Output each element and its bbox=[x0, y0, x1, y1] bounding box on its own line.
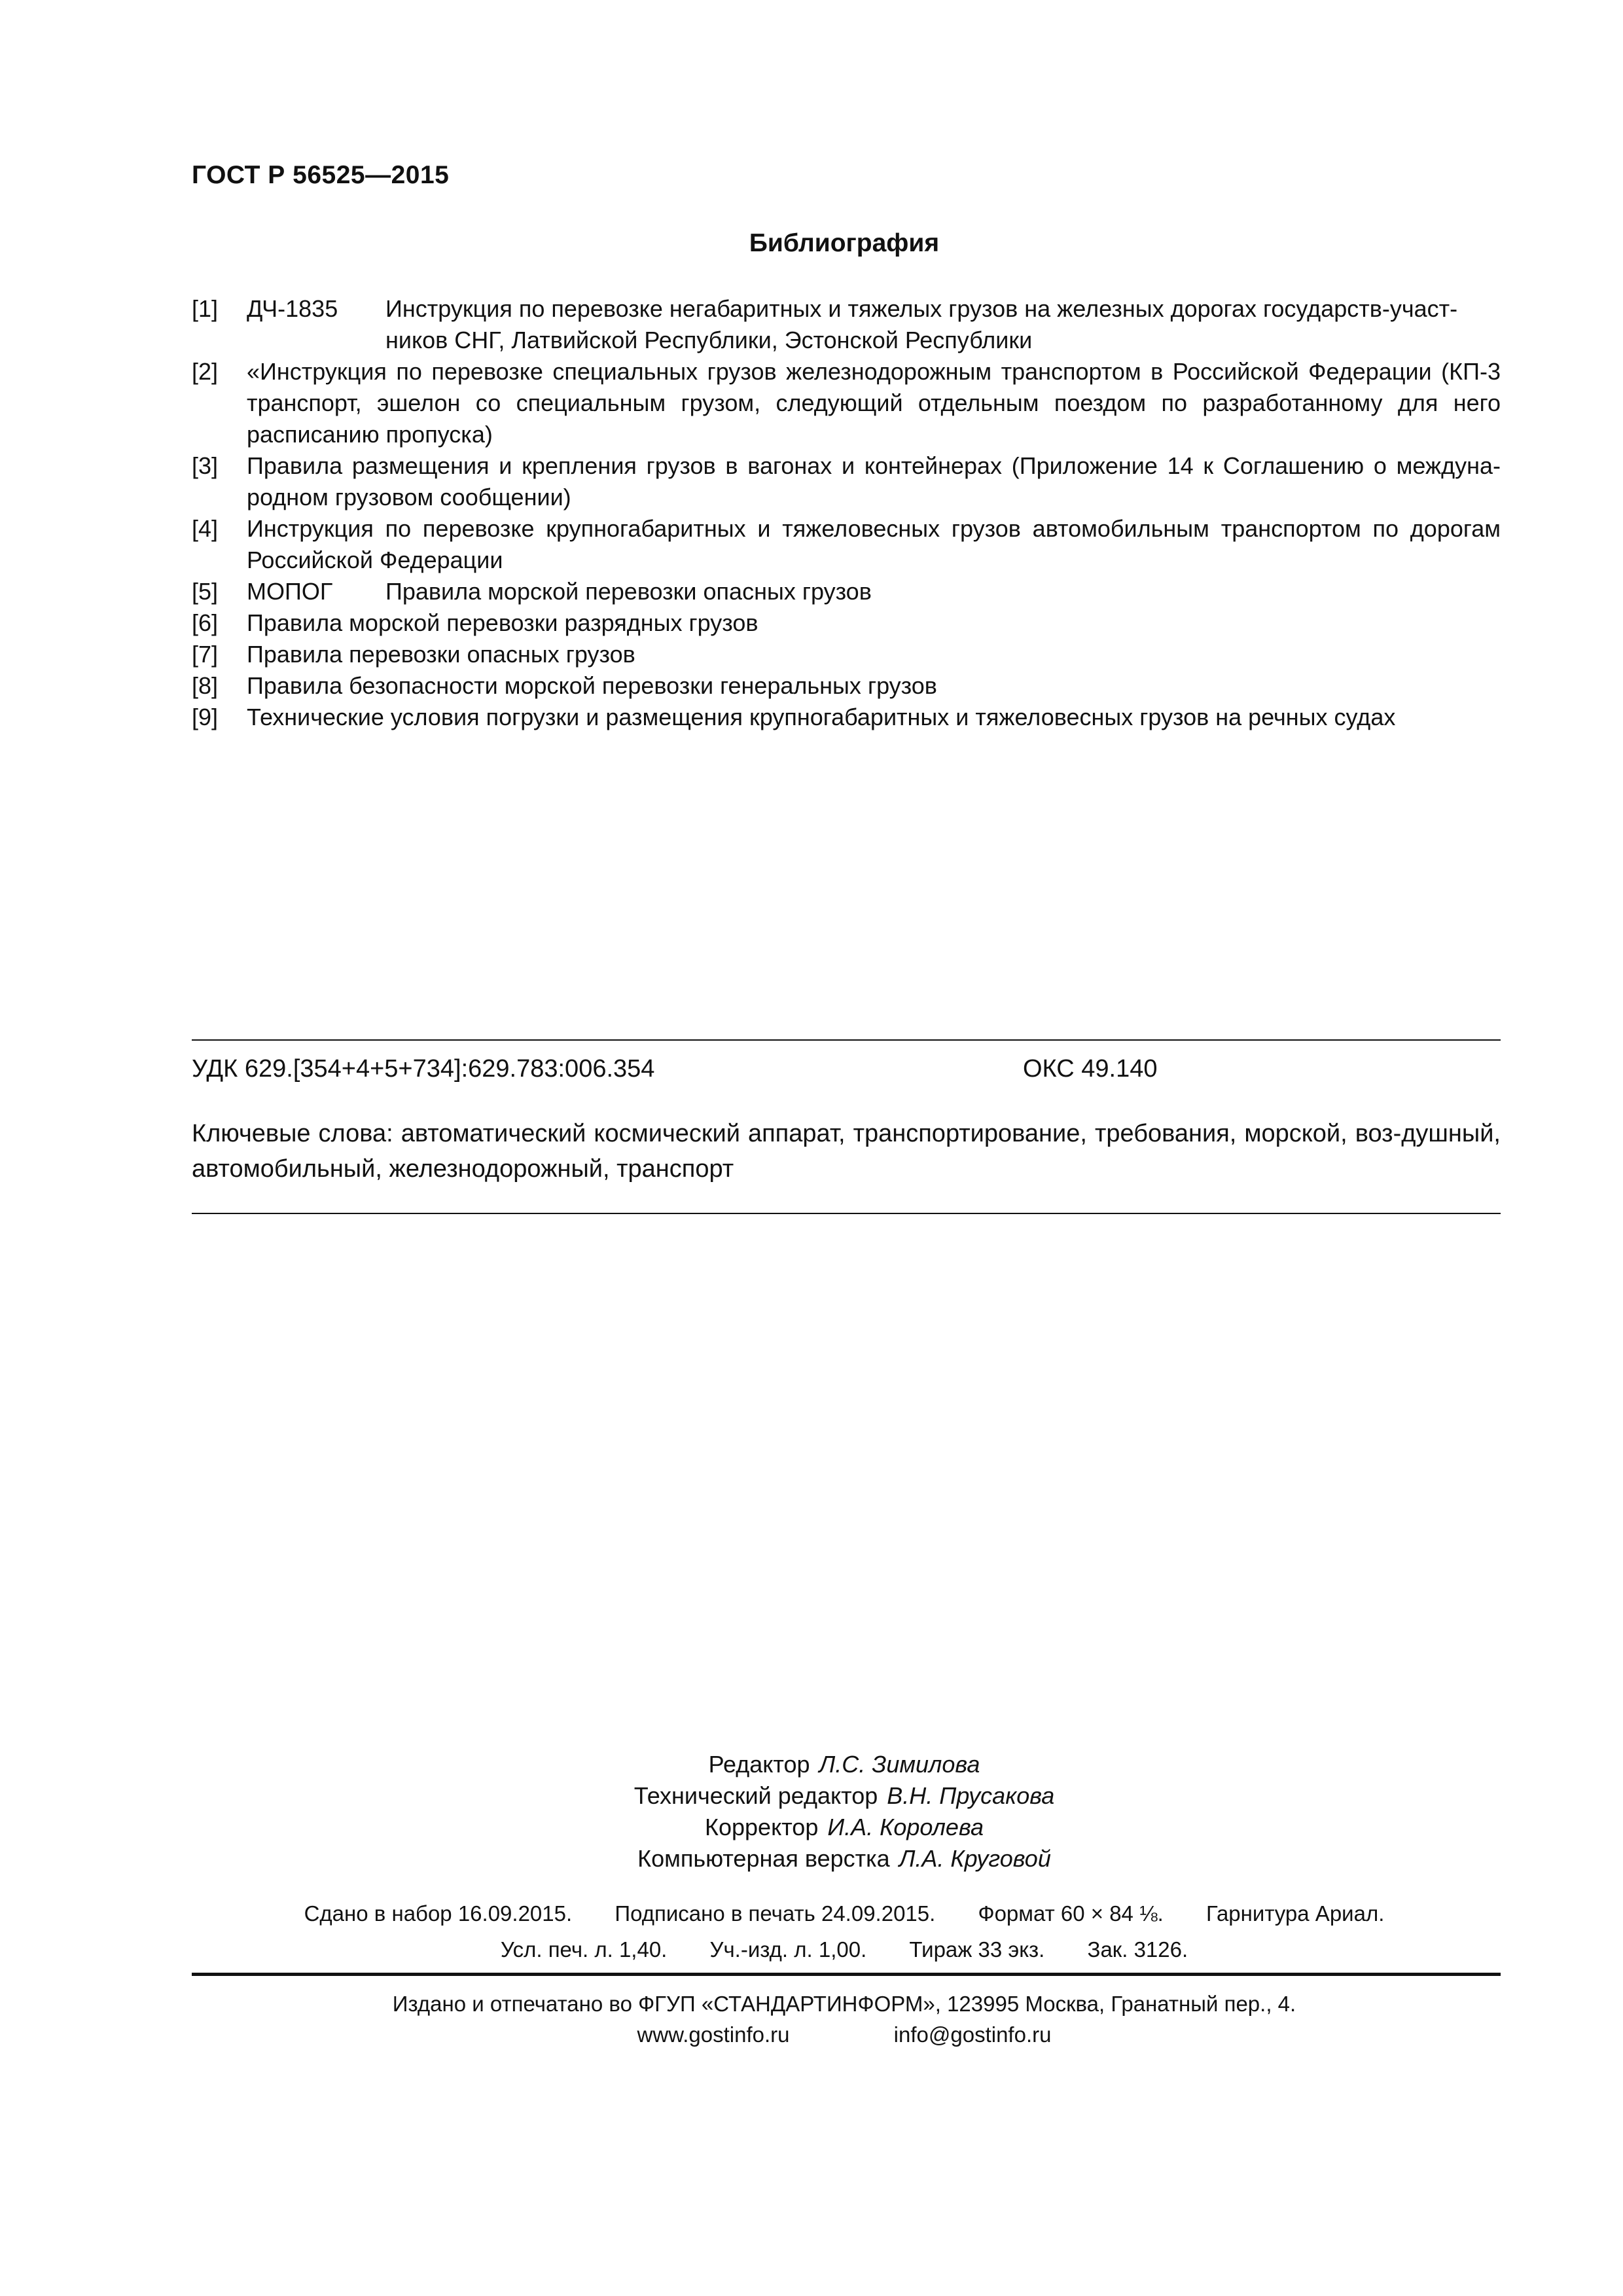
entry-number: [9] bbox=[192, 704, 219, 730]
entry-text: Правила размещения и крепления грузов в вагонах и контейнерах (Приложение 14 к Соглашению о междуна-родном грузовом сообщении) bbox=[247, 452, 1501, 511]
credits-block bbox=[0, 1749, 1623, 1874]
bibliography-list bbox=[192, 293, 1501, 733]
entry-text: Правила морской перевозки опасных грузов bbox=[385, 578, 872, 605]
entry-code: МОПОГ bbox=[247, 578, 333, 605]
bibliography-entry-3 bbox=[192, 450, 1501, 513]
publisher-email-link[interactable]: info@gostinfo.ru bbox=[893, 2022, 1052, 2047]
credit-name: И.А. Королева bbox=[827, 1814, 984, 1840]
bibliography-entry-9 bbox=[192, 702, 1501, 733]
entry-text: Правила перевозки опасных грузов bbox=[247, 641, 635, 668]
entry-number: [7] bbox=[192, 641, 219, 668]
imprint-typeset-date: Сдано в набор 16.09.2015. bbox=[304, 1901, 573, 1926]
bibliography-title: Библиография bbox=[749, 229, 940, 257]
imprint-line-2 bbox=[0, 1937, 1623, 1962]
keywords: Ключевые слова: автоматический космический аппарат, транспортирование, требования, морской, воз-душный, автомобильный, железнодорожный, транспорт bbox=[192, 1120, 1501, 1183]
credit-name: В.Н. Прусакова bbox=[887, 1782, 1055, 1809]
imprint-print-sheets: Усл. печ. л. 1,40. bbox=[500, 1937, 668, 1962]
entry-text: Технические условия погрузки и размещения крупногабаритных и тяжеловесных грузов на речных судах bbox=[247, 704, 1396, 730]
credit-role: Компьютерная верстка bbox=[637, 1845, 890, 1872]
entry-number: [2] bbox=[192, 358, 219, 385]
divider-bottom bbox=[192, 1973, 1501, 1976]
credit-name: Л.С. Зимилова bbox=[819, 1751, 980, 1778]
imprint-line-1 bbox=[0, 1901, 1623, 1926]
bibliography-entry-2 bbox=[192, 356, 1501, 450]
bibliography-entry-4 bbox=[192, 513, 1501, 576]
credit-role: Технический редактор bbox=[633, 1782, 878, 1809]
credit-layout bbox=[0, 1843, 1623, 1874]
bibliography-entry-7 bbox=[192, 639, 1501, 670]
imprint-order: Зак. 3126. bbox=[1087, 1937, 1188, 1962]
entry-text-continuation: ников СНГ, Латвийской Республики, Эстонской Республики bbox=[385, 327, 1033, 353]
entry-number: [3] bbox=[192, 452, 219, 479]
imprint-publisher-sheets: Уч.-изд. л. 1,00. bbox=[709, 1937, 867, 1962]
publisher-line: Издано и отпечатано во ФГУП «СТАНДАРТИНФОРМ», 123995 Москва, Гранатный пер., 4. bbox=[392, 1992, 1296, 2016]
bibliography-entry-1 bbox=[192, 293, 1501, 356]
bibliography-entry-5 bbox=[192, 576, 1501, 607]
divider-keywords bbox=[192, 1213, 1501, 1214]
publisher-website-link[interactable]: www.gostinfo.ru bbox=[637, 2022, 790, 2047]
imprint-format: Формат 60 × 84 ⅛. bbox=[978, 1901, 1164, 1926]
imprint-typeface: Гарнитура Ариал. bbox=[1205, 1901, 1385, 1926]
bibliography-entry-8 bbox=[192, 670, 1501, 702]
entry-number: [1] bbox=[192, 295, 219, 322]
publisher-contacts bbox=[0, 2022, 1623, 2047]
credit-tech-editor bbox=[0, 1780, 1623, 1812]
oks-code: ОКС 49.140 bbox=[1023, 1055, 1158, 1083]
credit-role: Редактор bbox=[708, 1751, 810, 1778]
credit-editor bbox=[0, 1749, 1623, 1780]
credit-proofreader bbox=[0, 1812, 1623, 1843]
entry-text: Правила морской перевозки разрядных грузов bbox=[247, 609, 758, 636]
entry-text: Инструкция по перевозке крупногабаритных и тяжеловесных грузов автомобильным транспортом по дорогам Российской Федерации bbox=[247, 515, 1501, 573]
imprint-circulation: Тираж 33 экз. bbox=[909, 1937, 1045, 1962]
entry-text: «Инструкция по перевозке специальных грузов железнодорожным транспортом в Российской Федерации (КП-3 транспорт, эшелон со специальным грузом, следующий отдельным поездом по разработанному для него расписанию пропуска) bbox=[247, 358, 1501, 448]
bibliography-entry-6 bbox=[192, 607, 1501, 639]
document-header: ГОСТ Р 56525—2015 bbox=[192, 161, 450, 189]
credit-role: Корректор bbox=[705, 1814, 819, 1840]
entry-text: Правила безопасности морской перевозки генеральных грузов bbox=[247, 672, 937, 699]
credit-name: Л.А. Круговой bbox=[899, 1845, 1051, 1872]
udk-code: УДК 629.[354+4+5+734]:629.783:006.354 bbox=[192, 1055, 655, 1083]
entry-text: Инструкция по перевозке негабаритных и тяжелых грузов на железных дорогах государств-участ- bbox=[385, 295, 1458, 322]
entry-number: [8] bbox=[192, 672, 219, 699]
entry-number: [4] bbox=[192, 515, 219, 542]
imprint-print-date: Подписано в печать 24.09.2015. bbox=[615, 1901, 936, 1926]
divider-top bbox=[192, 1039, 1501, 1041]
entry-number: [6] bbox=[192, 609, 219, 636]
entry-number: [5] bbox=[192, 578, 219, 605]
entry-code: ДЧ-1835 bbox=[247, 295, 338, 322]
